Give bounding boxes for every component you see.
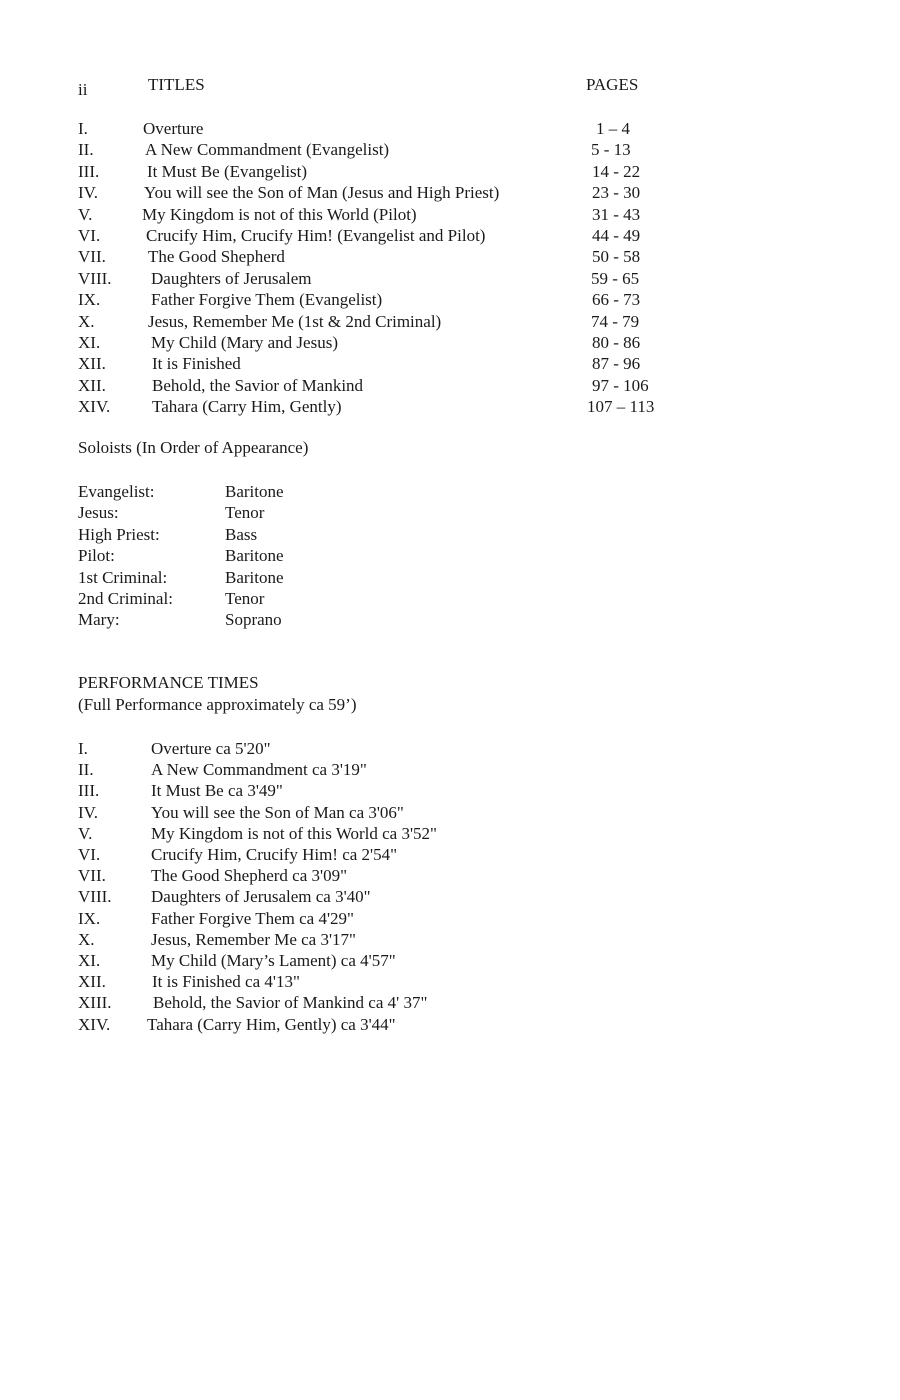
- performance-title: My Kingdom is not of this World ca 3'52": [151, 823, 437, 843]
- performance-row: [0, 886, 900, 907]
- toc-row: [0, 268, 900, 289]
- performance-title: A New Commandment ca 3'19": [151, 760, 367, 780]
- toc-numeral: XIV.: [78, 397, 111, 417]
- toc-row: [0, 139, 900, 160]
- performance-row: [0, 780, 900, 801]
- soloists-heading: Soloists (In Order of Appearance): [78, 438, 309, 457]
- toc-row: [0, 353, 900, 374]
- toc-pages: 80 - 86: [592, 333, 641, 352]
- performance-row: [0, 971, 900, 992]
- performance-numeral: I.: [78, 739, 88, 758]
- toc-row: [0, 161, 900, 182]
- performance-title: The Good Shepherd ca 3'09": [151, 866, 348, 886]
- toc-numeral: XII.: [78, 354, 106, 374]
- toc-pages: 97 - 106: [592, 375, 649, 395]
- performance-row: [0, 908, 900, 929]
- toc-row: [0, 225, 900, 246]
- toc-numeral: IX.: [78, 290, 101, 310]
- performance-title: Daughters of Jerusalem ca 3'40": [151, 887, 371, 907]
- toc-numeral: V.: [78, 204, 93, 224]
- toc-numeral: VII.: [78, 247, 106, 267]
- performance-row: [0, 759, 900, 780]
- toc-numeral: X.: [78, 311, 95, 331]
- toc-numeral: XI.: [78, 333, 101, 352]
- performance-title: Jesus, Remember Me ca 3'17": [151, 929, 356, 949]
- performance-title: You will see the Son of Man ca 3'06": [151, 802, 404, 822]
- performance-title: Tahara (Carry Him, Gently) ca 3'44": [147, 1014, 396, 1034]
- performance-numeral: V.: [78, 823, 93, 843]
- performance-row: [0, 929, 900, 950]
- performance-numeral: XII.: [78, 972, 106, 992]
- toc-pages: 14 - 22: [592, 161, 641, 181]
- soloist-row: [0, 502, 900, 523]
- toc-pages: 66 - 73: [592, 290, 641, 310]
- performance-title: It Must Be ca 3'49": [151, 781, 283, 801]
- toc-row: [0, 332, 900, 353]
- toc-numeral: III.: [78, 161, 100, 181]
- performance-numeral: X.: [78, 929, 95, 949]
- toc-numeral: I.: [78, 119, 88, 138]
- performance-numeral: IX.: [78, 908, 101, 928]
- toc-title: My Kingdom is not of this World (Pilot): [142, 204, 417, 224]
- soloist-role: Mary:: [78, 610, 120, 630]
- toc-title: You will see the Son of Man (Jesus and High Priest): [144, 183, 500, 203]
- performance-row: [0, 802, 900, 823]
- performance-row: [0, 738, 900, 759]
- toc-pages: 74 - 79: [591, 311, 640, 331]
- performance-numeral: XI.: [78, 951, 101, 970]
- toc-numeral: IV.: [78, 183, 98, 203]
- soloist-voice: Tenor: [225, 503, 265, 523]
- toc-pages: 87 - 96: [592, 354, 641, 374]
- toc-row: [0, 118, 900, 139]
- toc-pages: 44 - 49: [592, 226, 641, 245]
- soloist-voice: Baritone: [225, 567, 284, 587]
- toc-numeral: II.: [78, 140, 94, 160]
- toc-row: [0, 289, 900, 310]
- soloist-voice: Bass: [225, 524, 258, 544]
- toc-pages: 107 – 113: [587, 397, 655, 417]
- page-number: ii: [78, 80, 88, 99]
- performance-heading: PERFORMANCE TIMES: [78, 673, 259, 692]
- toc-title: Overture: [143, 119, 204, 138]
- soloist-row: [0, 481, 900, 502]
- soloist-role: 1st Criminal:: [78, 567, 168, 587]
- performance-title: My Child (Mary’s Lament) ca 4'57": [151, 951, 396, 970]
- toc-row: [0, 246, 900, 267]
- soloist-role: 2nd Criminal:: [78, 589, 173, 608]
- performance-numeral: IV.: [78, 802, 98, 822]
- toc-row: [0, 204, 900, 225]
- toc-pages: 31 - 43: [592, 204, 641, 224]
- performance-row: [0, 992, 900, 1013]
- soloist-role: High Priest:: [78, 524, 160, 544]
- toc-pages: 1 – 4: [596, 119, 630, 138]
- toc-title: Behold, the Savior of Mankind: [152, 375, 364, 395]
- soloist-role: Pilot:: [78, 546, 115, 566]
- toc-title: Crucify Him, Crucify Him! (Evangelist and Pilot): [146, 226, 486, 245]
- toc-title: Father Forgive Them (Evangelist): [151, 290, 383, 310]
- toc-row: [0, 182, 900, 203]
- toc-pages: 50 - 58: [592, 247, 641, 267]
- performance-row: [0, 823, 900, 844]
- toc-pages: 5 - 13: [591, 140, 631, 160]
- performance-numeral: XIV.: [78, 1014, 111, 1034]
- performance-title: Overture ca 5'20": [151, 739, 271, 758]
- performance-numeral: VIII.: [78, 887, 112, 907]
- performance-title: It is Finished ca 4'13": [152, 972, 300, 992]
- performance-title: Crucify Him, Crucify Him! ca 2'54": [151, 845, 398, 864]
- toc-title: A New Commandment (Evangelist): [145, 140, 390, 160]
- toc-title: The Good Shepherd: [148, 247, 285, 267]
- performance-subheading: (Full Performance approximately ca 59’): [78, 695, 357, 714]
- titles-header: TITLES: [148, 75, 205, 94]
- performance-numeral: VII.: [78, 866, 106, 886]
- toc-numeral: XII.: [78, 375, 106, 395]
- soloist-row: [0, 567, 900, 588]
- toc-row: [0, 396, 900, 417]
- soloist-role: Evangelist:: [78, 482, 155, 501]
- toc-title: It is Finished: [152, 354, 241, 374]
- performance-row: [0, 950, 900, 971]
- toc-title: Jesus, Remember Me (1st & 2nd Criminal): [148, 311, 442, 331]
- toc-row: [0, 311, 900, 332]
- toc-row: [0, 375, 900, 396]
- performance-title: Behold, the Savior of Mankind ca 4' 37": [153, 993, 428, 1013]
- soloist-row: [0, 524, 900, 545]
- performance-numeral: XIII.: [78, 993, 112, 1013]
- pages-header: PAGES: [586, 75, 639, 94]
- soloist-row: [0, 545, 900, 566]
- performance-row: [0, 865, 900, 886]
- performance-numeral: VI.: [78, 845, 101, 864]
- toc-title: It Must Be (Evangelist): [147, 161, 308, 181]
- toc-title: Daughters of Jerusalem: [151, 268, 312, 288]
- performance-row: [0, 844, 900, 865]
- performance-numeral: III.: [78, 781, 100, 801]
- soloist-role: Jesus:: [78, 503, 119, 523]
- soloist-row: [0, 609, 900, 630]
- performance-row: [0, 1014, 900, 1035]
- toc-title: My Child (Mary and Jesus): [151, 333, 338, 352]
- performance-title: Father Forgive Them ca 4'29": [151, 908, 354, 928]
- toc-numeral: VIII.: [78, 268, 112, 288]
- toc-numeral: VI.: [78, 226, 101, 245]
- performance-numeral: II.: [78, 760, 94, 780]
- soloist-voice: Baritone: [225, 546, 284, 566]
- soloist-row: [0, 588, 900, 609]
- soloist-voice: Baritone: [225, 482, 284, 501]
- toc-pages: 59 - 65: [591, 268, 640, 288]
- toc-title: Tahara (Carry Him, Gently): [152, 397, 342, 417]
- toc-pages: 23 - 30: [592, 183, 641, 203]
- soloist-voice: Tenor: [225, 589, 265, 608]
- soloist-voice: Soprano: [225, 610, 282, 630]
